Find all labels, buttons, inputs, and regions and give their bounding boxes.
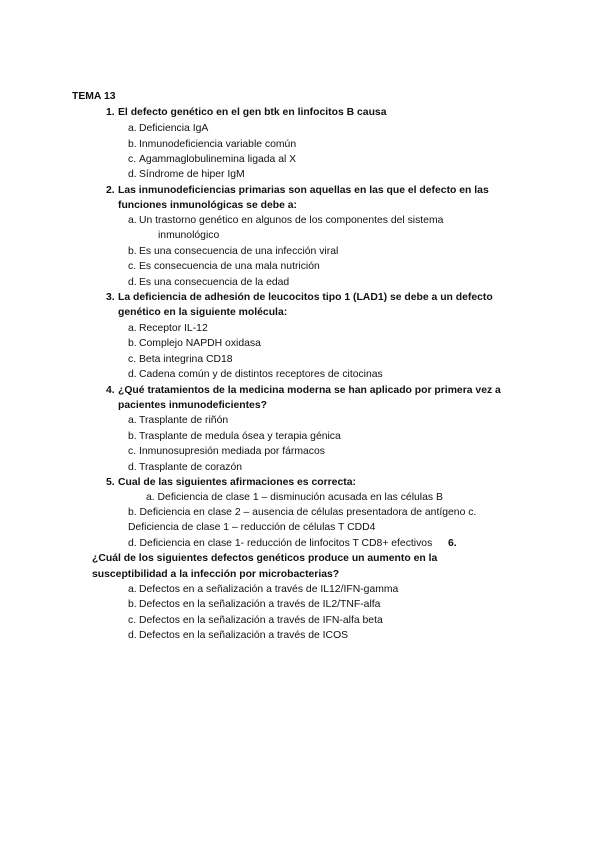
option-text: Cadena común y de distintos receptores de citocinas	[139, 369, 383, 380]
question-text: El defecto genético en el gen btk en linfocitos B causa	[118, 107, 387, 118]
option-letter: b.	[128, 338, 137, 349]
option-letter: d.	[128, 277, 137, 288]
question-number: 5.	[106, 477, 115, 488]
option-text: Inmunosupresión mediada por fármacos	[139, 446, 325, 457]
option-text: Trasplante de riñón	[139, 415, 229, 426]
option-text: Es una consecuencia de la edad	[139, 277, 290, 288]
option-letter: c.	[128, 261, 137, 272]
option-text: Deficiencia IgA	[139, 123, 209, 134]
option-letter: d.	[128, 462, 137, 473]
option-letter: b.	[128, 599, 137, 610]
option-line: b. Deficiencia en clase 2 – ausencia de células presentadora de antígeno c.	[128, 507, 477, 518]
option-line: Deficiencia de clase 1 – reducción de células T CDD4	[128, 522, 376, 533]
option-text: Trasplante de corazón	[139, 462, 243, 473]
option-text: Síndrome de hiper IgM	[139, 169, 245, 180]
question-text: Cual de las siguientes afirmaciones es correcta:	[118, 477, 356, 488]
option-text: Agammaglobulinemina ligada al X	[139, 154, 297, 165]
question-text: La deficiencia de adhesión de leucocitos tipo 1 (LAD1) se debe a un defecto	[118, 292, 493, 303]
option-letter: a.	[128, 123, 137, 134]
option-line: d. Deficiencia en clase 1- reducción de linfocitos T CD8+ efectivos	[128, 538, 433, 549]
option-text: Trasplante de medula ósea y terapia génica	[139, 431, 341, 442]
option-letter: c.	[128, 446, 137, 457]
option-letter: a.	[128, 215, 137, 226]
question-number: 2.	[106, 185, 115, 196]
option-letter: b.	[128, 431, 137, 442]
option-text: Receptor IL-12	[139, 323, 208, 334]
option-letter: d.	[128, 369, 137, 380]
question-number: 6.	[448, 538, 457, 549]
option-text: Es una consecuencia de una infección viral	[139, 246, 339, 257]
option-letter: a.	[128, 584, 137, 595]
page-title: TEMA 13	[72, 91, 116, 102]
question-number: 1.	[106, 107, 115, 118]
option-text: Es consecuencia de una mala nutrición	[139, 261, 320, 272]
option-text: Un trastorno genético en algunos de los componentes del sistema	[139, 215, 444, 226]
option-letter: d.	[128, 630, 137, 641]
question-text-cont: susceptibilidad a la infección por microbacterias?	[92, 569, 340, 580]
option-text: Inmunodeficiencia variable común	[139, 139, 297, 150]
option-letter: c.	[128, 154, 137, 165]
question-text-cont: pacientes inmunodeficientes?	[118, 400, 267, 411]
option-text: Defectos en a señalización a través de IL12/IFN-gamma	[139, 584, 399, 595]
option-text: Beta integrina CD18	[139, 354, 233, 365]
option-letter: a.	[128, 323, 137, 334]
question-number: 4.	[106, 385, 115, 396]
question-text: ¿Qué tratamientos de la medicina moderna se han aplicado por primera vez a	[118, 385, 501, 396]
option-letter: c.	[128, 615, 137, 626]
option-text: Defectos en la señalización a través de IL2/TNF-alfa	[139, 599, 381, 610]
question-text: Las inmunodeficiencias primarias son aquellas en las que el defecto en las	[118, 185, 489, 196]
option-text: Defectos en la señalización a través de IFN-alfa beta	[139, 615, 383, 626]
option-letter: b.	[128, 246, 137, 257]
option-text: Complejo NAPDH oxidasa	[139, 338, 261, 349]
option-text-cont: inmunológico	[158, 230, 220, 241]
option-letter: d.	[128, 169, 137, 180]
question-text-cont: funciones inmunológicas se debe a:	[118, 200, 297, 211]
question-number: 3.	[106, 292, 115, 303]
option-letter: b.	[128, 139, 137, 150]
option-line: a. Deficiencia de clase 1 – disminución acusada en las células B	[146, 492, 443, 503]
option-letter: c.	[128, 354, 137, 365]
option-letter: a.	[128, 415, 137, 426]
question-text: ¿Cuál de los siguientes defectos genéticos produce un aumento en la	[92, 553, 438, 564]
question-text-cont: genético en la siguiente molécula:	[118, 307, 288, 318]
option-text: Defectos en la señalización a través de ICOS	[139, 630, 349, 641]
